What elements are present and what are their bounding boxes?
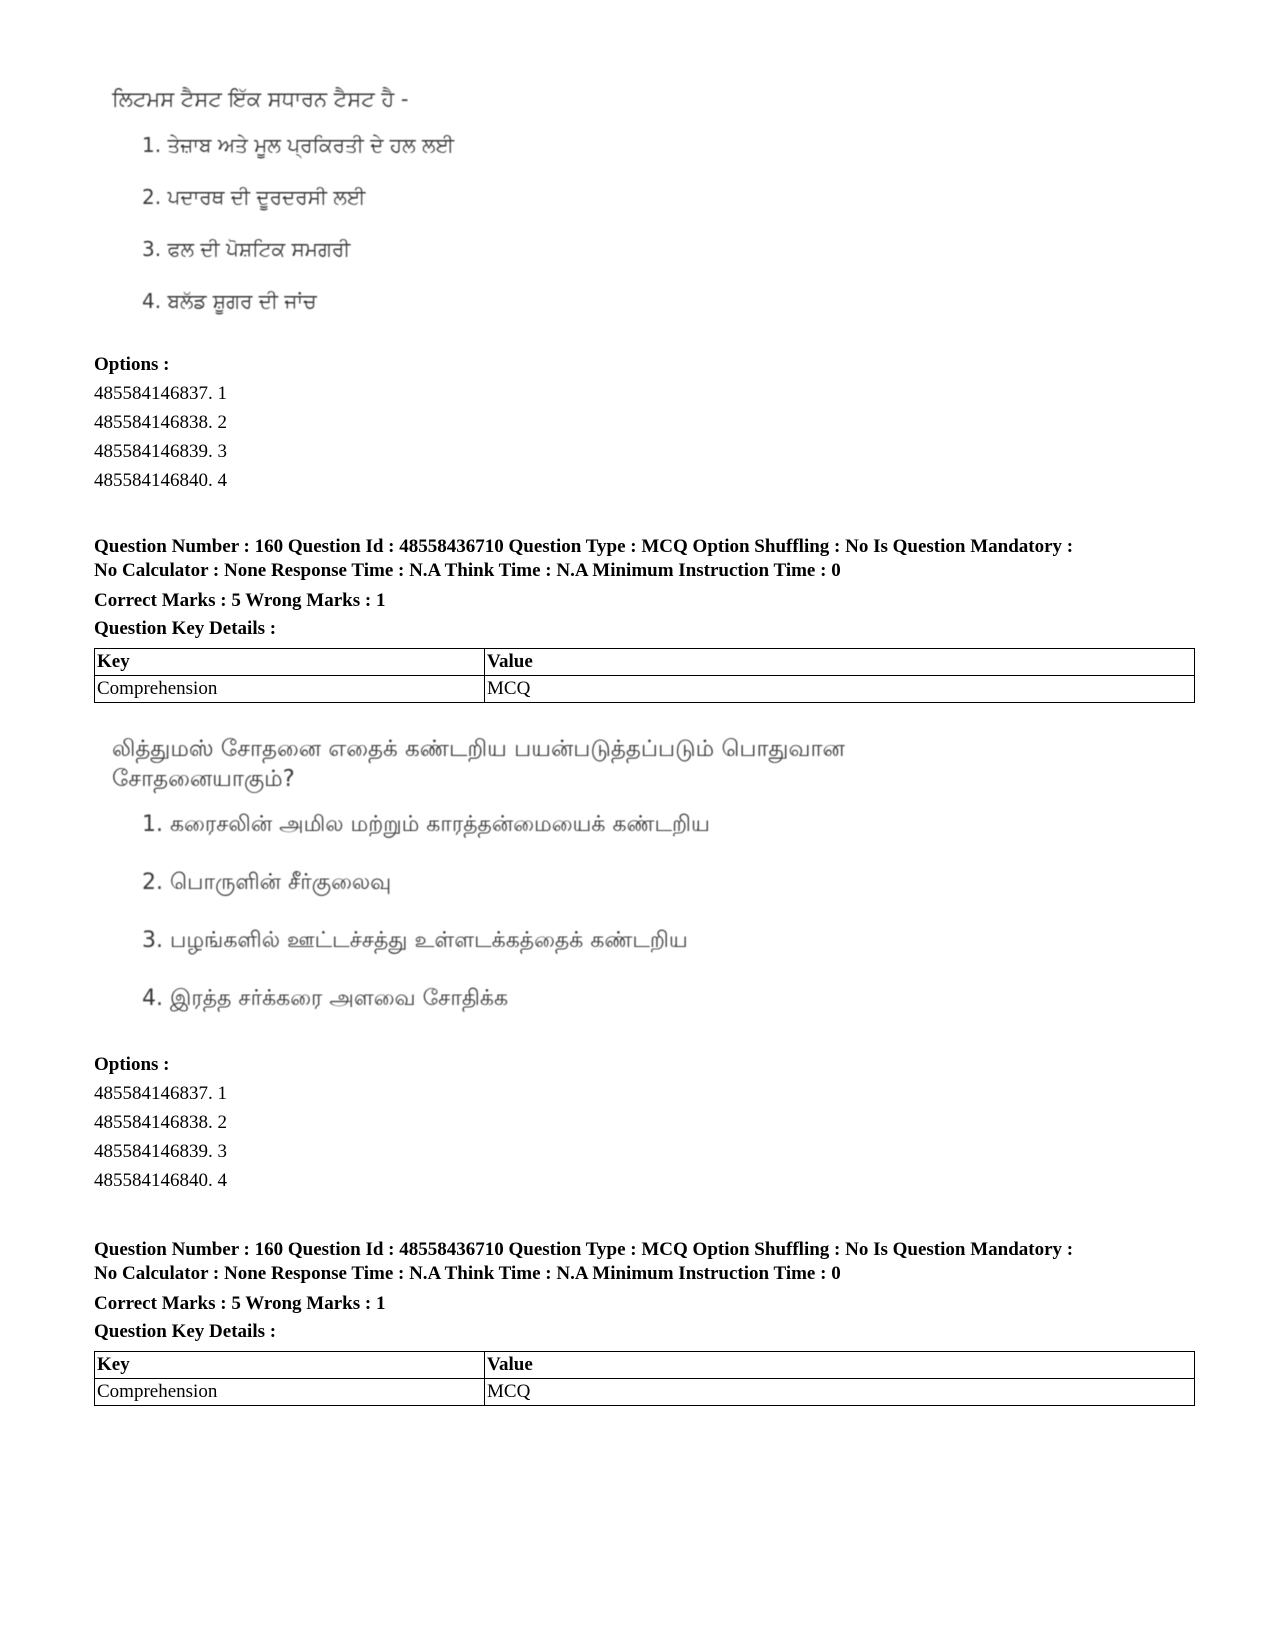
question-meta bbox=[94, 535, 1194, 643]
question-choice-3: 3. ਫਲ ਦੀ ਪੋਸ਼ਟਿਕ ਸਮਗਰੀ bbox=[142, 237, 351, 261]
question-choice-2: 2. ਪਦਾਰਥ ਦੀ ਦੂਰਦਰਸੀ ਲਈ bbox=[142, 185, 366, 209]
marks-line: Correct Marks : 5 Wrong Marks : 1 bbox=[94, 1293, 386, 1314]
question-choice-4: 4. இரத்த சர்க்கரை அளவை சோதிக்க bbox=[142, 986, 509, 1011]
option-item: 485584146838. 2 bbox=[94, 1112, 227, 1133]
key-details-table bbox=[94, 1351, 1195, 1406]
question-choice-2: 2. பொருளின் சீர்குலைவு bbox=[142, 870, 392, 895]
table-cell-key: Comprehension bbox=[95, 1379, 485, 1406]
options-list bbox=[94, 350, 227, 495]
options-list bbox=[94, 1050, 227, 1195]
question-choice-1: 1. ਤੇਜ਼ਾਬ ਅਤੇ ਮੂਲ ਪ੍ਰਕਿਰਤੀ ਦੇ ਹਲ ਲਈ bbox=[142, 133, 455, 157]
question-choice-3: 3. பழங்களில் ஊட்டச்சத்து உள்ளடக்கத்தைக் கண்டறிய bbox=[142, 928, 688, 953]
options-label: Options : bbox=[94, 354, 170, 375]
meta-line: No Calculator : None Response Time : N.A Think Time : N.A Minimum Instruction Time : 0 bbox=[94, 560, 841, 581]
key-details-label: Question Key Details : bbox=[94, 618, 277, 639]
table-header-value: Value bbox=[485, 649, 1195, 676]
option-item: 485584146839. 3 bbox=[94, 441, 227, 462]
table-header-row bbox=[95, 649, 1195, 676]
option-item: 485584146840. 4 bbox=[94, 470, 227, 491]
table-header-key: Key bbox=[95, 649, 485, 676]
question-meta bbox=[94, 1238, 1194, 1346]
question-choice-1: 1. கரைசலின் அமில மற்றும் காரத்தன்மையைக் கண்டறிய bbox=[142, 812, 710, 837]
table-row bbox=[95, 676, 1195, 703]
table-header-row bbox=[95, 1352, 1195, 1379]
question-image-tamil bbox=[112, 734, 845, 1044]
table-row bbox=[95, 1379, 1195, 1406]
question-image-punjabi bbox=[112, 84, 454, 341]
meta-line: Question Number : 160 Question Id : 48558436710 Question Type : MCQ Option Shuffling : No Is Question Mandatory : bbox=[94, 536, 1074, 557]
marks-line: Correct Marks : 5 Wrong Marks : 1 bbox=[94, 590, 386, 611]
option-item: 485584146840. 4 bbox=[94, 1170, 227, 1191]
table-cell-value: MCQ bbox=[485, 1379, 1195, 1406]
option-item: 485584146837. 1 bbox=[94, 383, 227, 404]
options-label: Options : bbox=[94, 1054, 170, 1075]
question-stem: ਲਿਟਮਸ ਟੈਸਟ ਇੱਕ ਸਧਾਰਨ ਟੈਸਟ ਹੈ - bbox=[112, 87, 409, 111]
table-header-value: Value bbox=[485, 1352, 1195, 1379]
question-choice-4: 4. ਬਲੱਡ ਸ਼ੂਗਰ ਦੀ ਜਾਂਚ bbox=[142, 289, 317, 313]
question-stem-line: லித்துமஸ் சோதனை எதைக் கண்டறிய பயன்படுத்தப்படும் பொதுவான bbox=[112, 736, 845, 762]
meta-line: No Calculator : None Response Time : N.A Think Time : N.A Minimum Instruction Time : 0 bbox=[94, 1263, 841, 1284]
question-stem bbox=[112, 734, 845, 794]
table-cell-value: MCQ bbox=[485, 676, 1195, 703]
table-header-key: Key bbox=[95, 1352, 485, 1379]
key-details-table bbox=[94, 648, 1195, 703]
key-details-label: Question Key Details : bbox=[94, 1321, 277, 1342]
option-item: 485584146838. 2 bbox=[94, 412, 227, 433]
option-item: 485584146837. 1 bbox=[94, 1083, 227, 1104]
table-cell-key: Comprehension bbox=[95, 676, 485, 703]
question-stem-line: சோதனையாகும்? bbox=[112, 766, 295, 792]
option-item: 485584146839. 3 bbox=[94, 1141, 227, 1162]
meta-line: Question Number : 160 Question Id : 48558436710 Question Type : MCQ Option Shuffling : No Is Question Mandatory : bbox=[94, 1239, 1074, 1260]
